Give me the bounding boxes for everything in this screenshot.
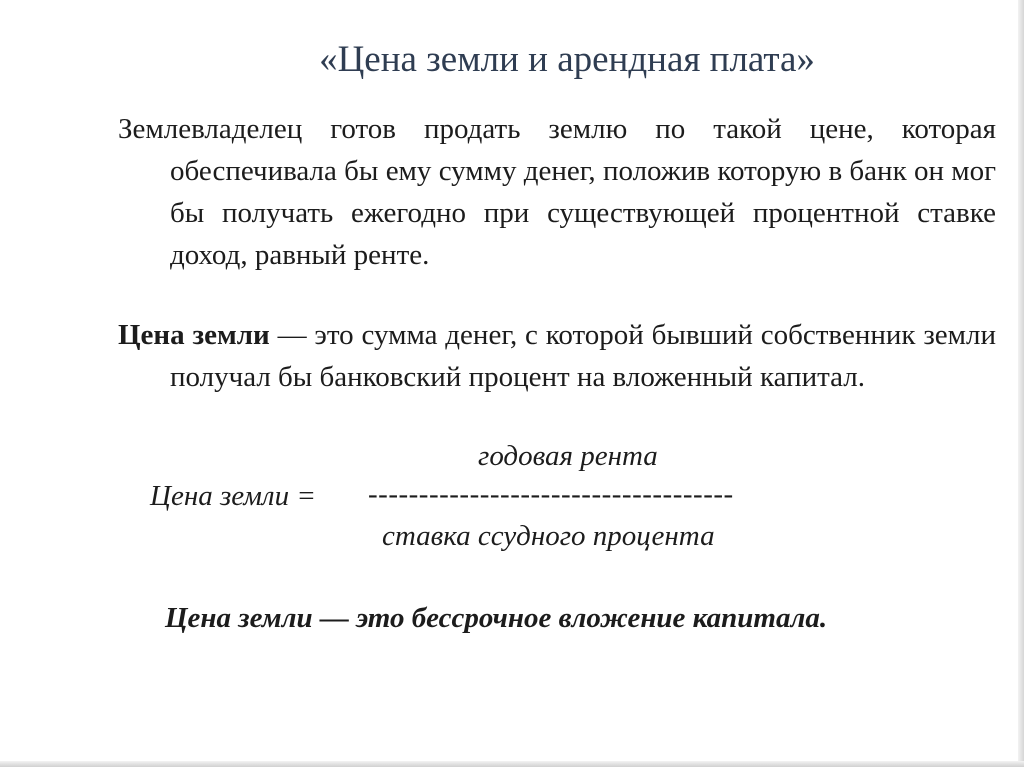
formula-numerator: годовая рента (478, 440, 658, 472)
formula-denominator: ставка ссудного процента (382, 520, 715, 552)
paragraph-land-price-definition (118, 314, 996, 398)
definition-text: — это сумма денег, с которой бывший собственник земли получал бы банковский процент на вложенный капитал. (170, 319, 996, 393)
slide-title: «Цена земли и арендная плата» (319, 39, 815, 80)
paragraph-land-sale-price: Землевладелец готов продать землю по такой цене, которая обеспечивала бы ему сумму денег, положив которую в банк он мог бы получать ежегодно при существующей процентной ставке доход, равный ренте. (118, 113, 996, 271)
formula-fraction-line: ------------------------------------ (368, 478, 734, 510)
formula-left-side: Цена земли = (150, 480, 316, 512)
conclusion-statement: Цена земли — это бессрочное вложение капитала. (165, 602, 828, 634)
slide-frame-right-edge (1018, 0, 1024, 767)
definition-term: Цена земли (118, 319, 270, 351)
slide-frame-bottom-edge (0, 761, 1024, 767)
